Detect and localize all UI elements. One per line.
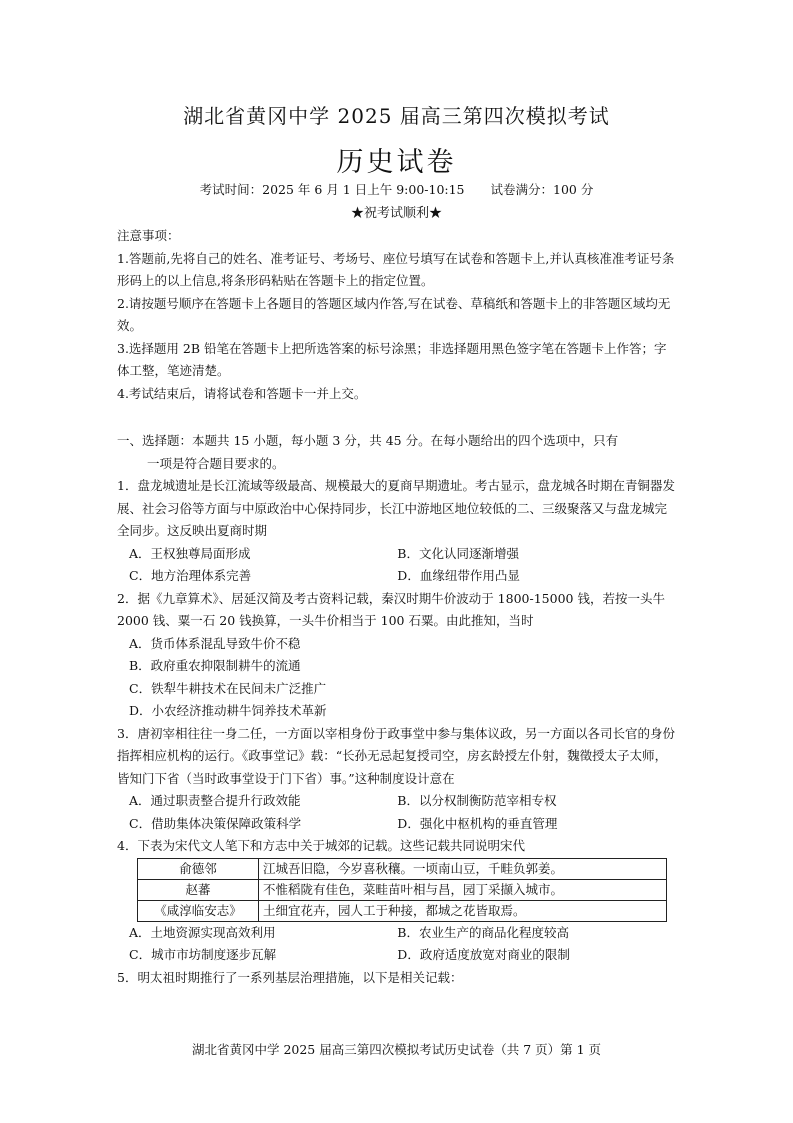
notes-block	[117, 225, 677, 405]
question-stem: 4．下表为宋代文人笔下和方志中关于城郊的记载。这些记载共同说明宋代	[117, 838, 525, 853]
question-1	[117, 475, 677, 588]
question-stem: 2．据《九章算术》、居延汉简及考古资料记载，秦汉时期牛价波动于 1800-15000 钱，若按一头牛 2000 钱、粟一石 20 钱换算，一头牛价相当于 100 石粟。由此推知，当时	[117, 590, 665, 628]
option-d: D．血缘纽带作用凸显	[397, 568, 520, 583]
question-2	[117, 588, 677, 723]
option-a: A．货币体系混乱导致牛价不稳	[129, 635, 301, 651]
option-b: B．农业生产的商品化程度较高	[397, 924, 569, 940]
table-cell-text: 土细宜花卉，园人工于种接，都城之花皆取焉。	[259, 900, 667, 921]
question-stem: 3．唐初宰相往往一身二任，一方面以宰相身份于政事堂中参与集体议政，另一方面以各司长官的身份指挥相应机构的运行。《政事堂记》载：“长孙无忌起复授司空，房玄龄授左仆射，魏徵授太子太师，皆知门下省（当时政事堂设于门下省）事。”这种制度设计意在	[117, 725, 675, 786]
option-a: A．通过职责整合提升行政效能	[129, 793, 301, 808]
option-c: C．借助集体决策保障政策科学	[129, 815, 302, 831]
option-d: D．政府适度放宽对商业的限制	[397, 947, 570, 962]
note-item: 2.请按题号顺序在答题卡上各题目的答题区域内作答,写在试卷、草稿纸和答题卡上的非答题区域均无效。	[117, 295, 671, 333]
page-footer: 湖北省黄冈中学 2025 届高三第四次模拟考试历史试卷（共 7 页）第 1 页	[191, 1042, 602, 1057]
option-d: D．小农经济推动耕牛饲养技术革新	[129, 703, 327, 718]
option-row	[117, 790, 677, 813]
question-5	[117, 967, 677, 990]
option-b: B．文化认同逐渐增强	[397, 545, 519, 561]
note-item: 3.选择题用 2B 铅笔在答题卡上把所选答案的标号涂黑；非选择题用黑色签字笔在答题卡上作答；字体工整，笔迹清楚。	[117, 340, 667, 378]
exam-time: 考试时间：2025 年 6 月 1 日上午 9:00-10:15	[199, 182, 465, 197]
note-item: 4.考试结束后，请将试卷和答题卡一并上交。	[117, 385, 367, 401]
section-heading-cont: 一项是符合题目要求的。	[147, 455, 285, 471]
option-row	[117, 813, 677, 836]
question-stem: 1．盘龙城遗址是长江流域等级最高、规模最大的夏商早期遗址。考古显示，盘龙城各时期在青铜器发展、社会习俗等方面与中原政治中心保持同步，长江中游地区地位较低的二、三级聚落又与盘龙城完全同步。这反映出夏商时期	[117, 478, 675, 538]
exam-info	[0, 180, 793, 198]
subject-title: 历史试卷	[336, 147, 457, 178]
question-stem: 5．明太祖时期推行了一系列基层治理措施，以下是相关记载：	[117, 969, 463, 985]
table-row	[138, 858, 667, 879]
full-score: 试卷满分：100 分	[490, 182, 594, 197]
option-row	[117, 565, 677, 588]
option-b: B．政府重农抑限制耕牛的流通	[129, 658, 301, 673]
section-heading: 一、选择题：本题共 15 小题，每小题 3 分，共 45 分。在每小题给出的四个选项中，只有	[117, 433, 619, 448]
question-4	[117, 835, 677, 967]
notes-heading: 注意事项：	[117, 228, 180, 243]
question-3	[117, 723, 677, 836]
table-cell-source: 《咸淳临安志》	[138, 900, 259, 921]
table-row	[138, 900, 667, 921]
option-row	[117, 944, 677, 967]
option-d: D．强化中枢机构的垂直管理	[397, 815, 558, 831]
table-cell-source: 俞德邻	[138, 858, 259, 879]
option-a: A．土地资源实现高效利用	[129, 924, 276, 940]
option-a: A．王权独尊局面形成	[129, 545, 251, 561]
table-row	[138, 879, 667, 900]
option-c: C．城市市坊制度逐步瓦解	[129, 947, 277, 962]
option-c: C．铁犁牛耕技术在民间未广泛推广	[129, 680, 327, 696]
records-table	[137, 858, 667, 922]
option-b: B．以分权制衡防范宰相专权	[397, 793, 557, 808]
table-cell-source: 赵蕃	[138, 879, 259, 900]
table-cell-text: 江城吾旧隐，今岁喜秋穰。一顷南山豆，千畦负郭姜。	[259, 858, 667, 879]
option-row	[117, 922, 677, 945]
table-cell-text: 不惟稻陇有佳色，菜畦苗叶相与昌，园丁采撷入城市。	[259, 879, 667, 900]
section-choice	[117, 430, 677, 989]
note-item: 1.答题前,先将自己的姓名、准考证号、考场号、座位号填写在试卷和答题卡上,并认真核准准考证号条形码上的以上信息,将条形码粘贴在答题卡上的指定位置。	[117, 250, 675, 288]
school-title: 湖北省黄冈中学 2025 届高三第四次模拟考试	[183, 104, 610, 128]
good-luck-line: ★祝考试顺利★	[350, 206, 442, 221]
option-row	[117, 543, 677, 566]
option-c: C．地方治理体系完善	[129, 568, 252, 583]
